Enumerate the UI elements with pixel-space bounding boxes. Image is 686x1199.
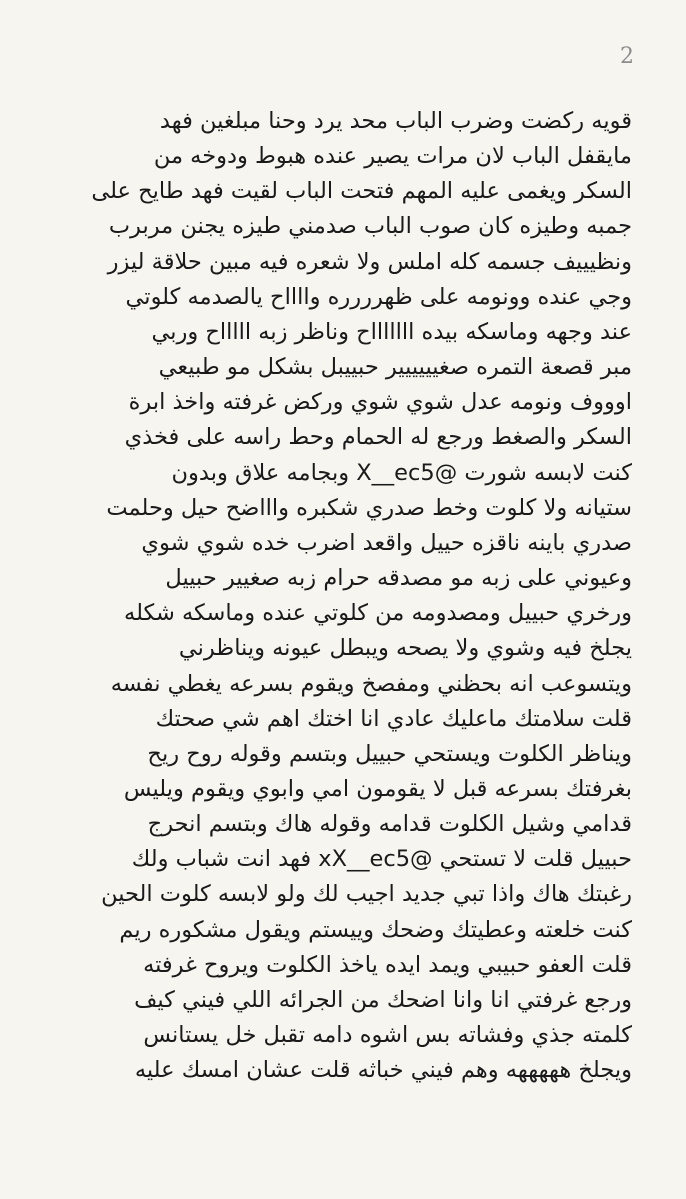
text-line: ورخري حبييل ومصدومه من كلوتي عنده وماسكه شكله (124, 600, 632, 627)
text-line: السكر ويغمى عليه المهم فتحت الباب لقيت فهد طايح على (91, 178, 632, 205)
text-line: ستيانه ولا كلوت وخط صدري شكبره واااضح حيل وحلمت (106, 494, 632, 521)
text-line: حبييل قلت لا تستحي @xX__ec5 فهد انت شباب ولك (131, 846, 632, 873)
text-line: جمبه وطيزه كان صوب الباب صدمني طيزه يجنن مربرب (108, 213, 632, 240)
text-line: ويتسوعب انه بحظني ومفصخ ويقوم بسرعه يغطي نفسه (110, 670, 632, 697)
text-line: ورجع غرفتي انا وانا اضحك من الجرائه اللي فيني كيف (134, 986, 632, 1013)
text-line: ويناظر الكلوت ويستحي حبييل وبتسم وقوله روح ريح (147, 740, 632, 767)
text-line: كنت لابسه شورت @X__ec5 وبجامه علاق وبدون (171, 459, 632, 486)
text-line: السكر والصغط ورجع له الحمام وحط راسه على فخذي (124, 424, 632, 451)
body-text (60, 104, 632, 1088)
text-line: بغرفتك بسرعه قبل لا يقومون امي وابوي ويقوم ويليس (123, 775, 632, 802)
text-line: يجلخ فيه وشوي ولا يصحه ويبطل عيونه ويناظرني (178, 635, 632, 662)
text-line: قلت سلامتك ماعليك عادي انا اختك اهم شي صحتك (155, 705, 632, 732)
text-line: عند وجهه وماسكه بيده اااااااح وناظر زبه اااااح وربي (151, 318, 632, 345)
text-line: قلت العفو حبيبي ويمد ايده ياخذ الكلوت ويروح غرفته (143, 951, 632, 978)
text-line: رغبتك هاك واذا تبي جديد اجيب لك ولو لابسه كلوت الحين (101, 881, 632, 908)
text-line: مايقفل الباب لان مرات يصير عنده هبوط ودوخه من (153, 143, 632, 170)
text-line: ونظيييف جسمه كله املس ولا شعره فيه مبين حلاقة ليزر (107, 248, 632, 275)
text-line: قدامي وشيل الكلوت قدامه وقوله هاك وبتسم انحرج (147, 811, 632, 838)
text-line: كلمته جذي وفشاته بس اشوه دامه تقبل خل يستانس (143, 1022, 632, 1049)
text-line: اوووف ونومه عدل شوي شوي وركض غرفته واخذ ابرة (128, 389, 632, 416)
text-line: مبر قصعة التمره صغيييييير حبييبل بشكل مو طبيعي (158, 354, 632, 381)
text-line: ويجلخ هههههه وهم فيني خباثه قلت عشان امسك عليه (134, 1057, 632, 1084)
text-line: قويه ركضت وضرب الباب محد يرد وحنا مبلغين فهد (159, 108, 632, 134)
text-line: وعيوني على زبه مو مصدقه حرام زبه صغيير حبييل (165, 565, 632, 592)
text-line: كنت خلعته وعطيتك وضحك وييستم ويقول مشكوره ريم (119, 916, 632, 943)
page-number: 2 (620, 44, 634, 69)
text-line: صدري باينه ناقزه حييل واقعد اضرب خده شوي شوي (141, 529, 632, 556)
text-line: وجي عنده وونومه على ظهرررره وااااح يالصدمه كلوتي (125, 283, 632, 310)
